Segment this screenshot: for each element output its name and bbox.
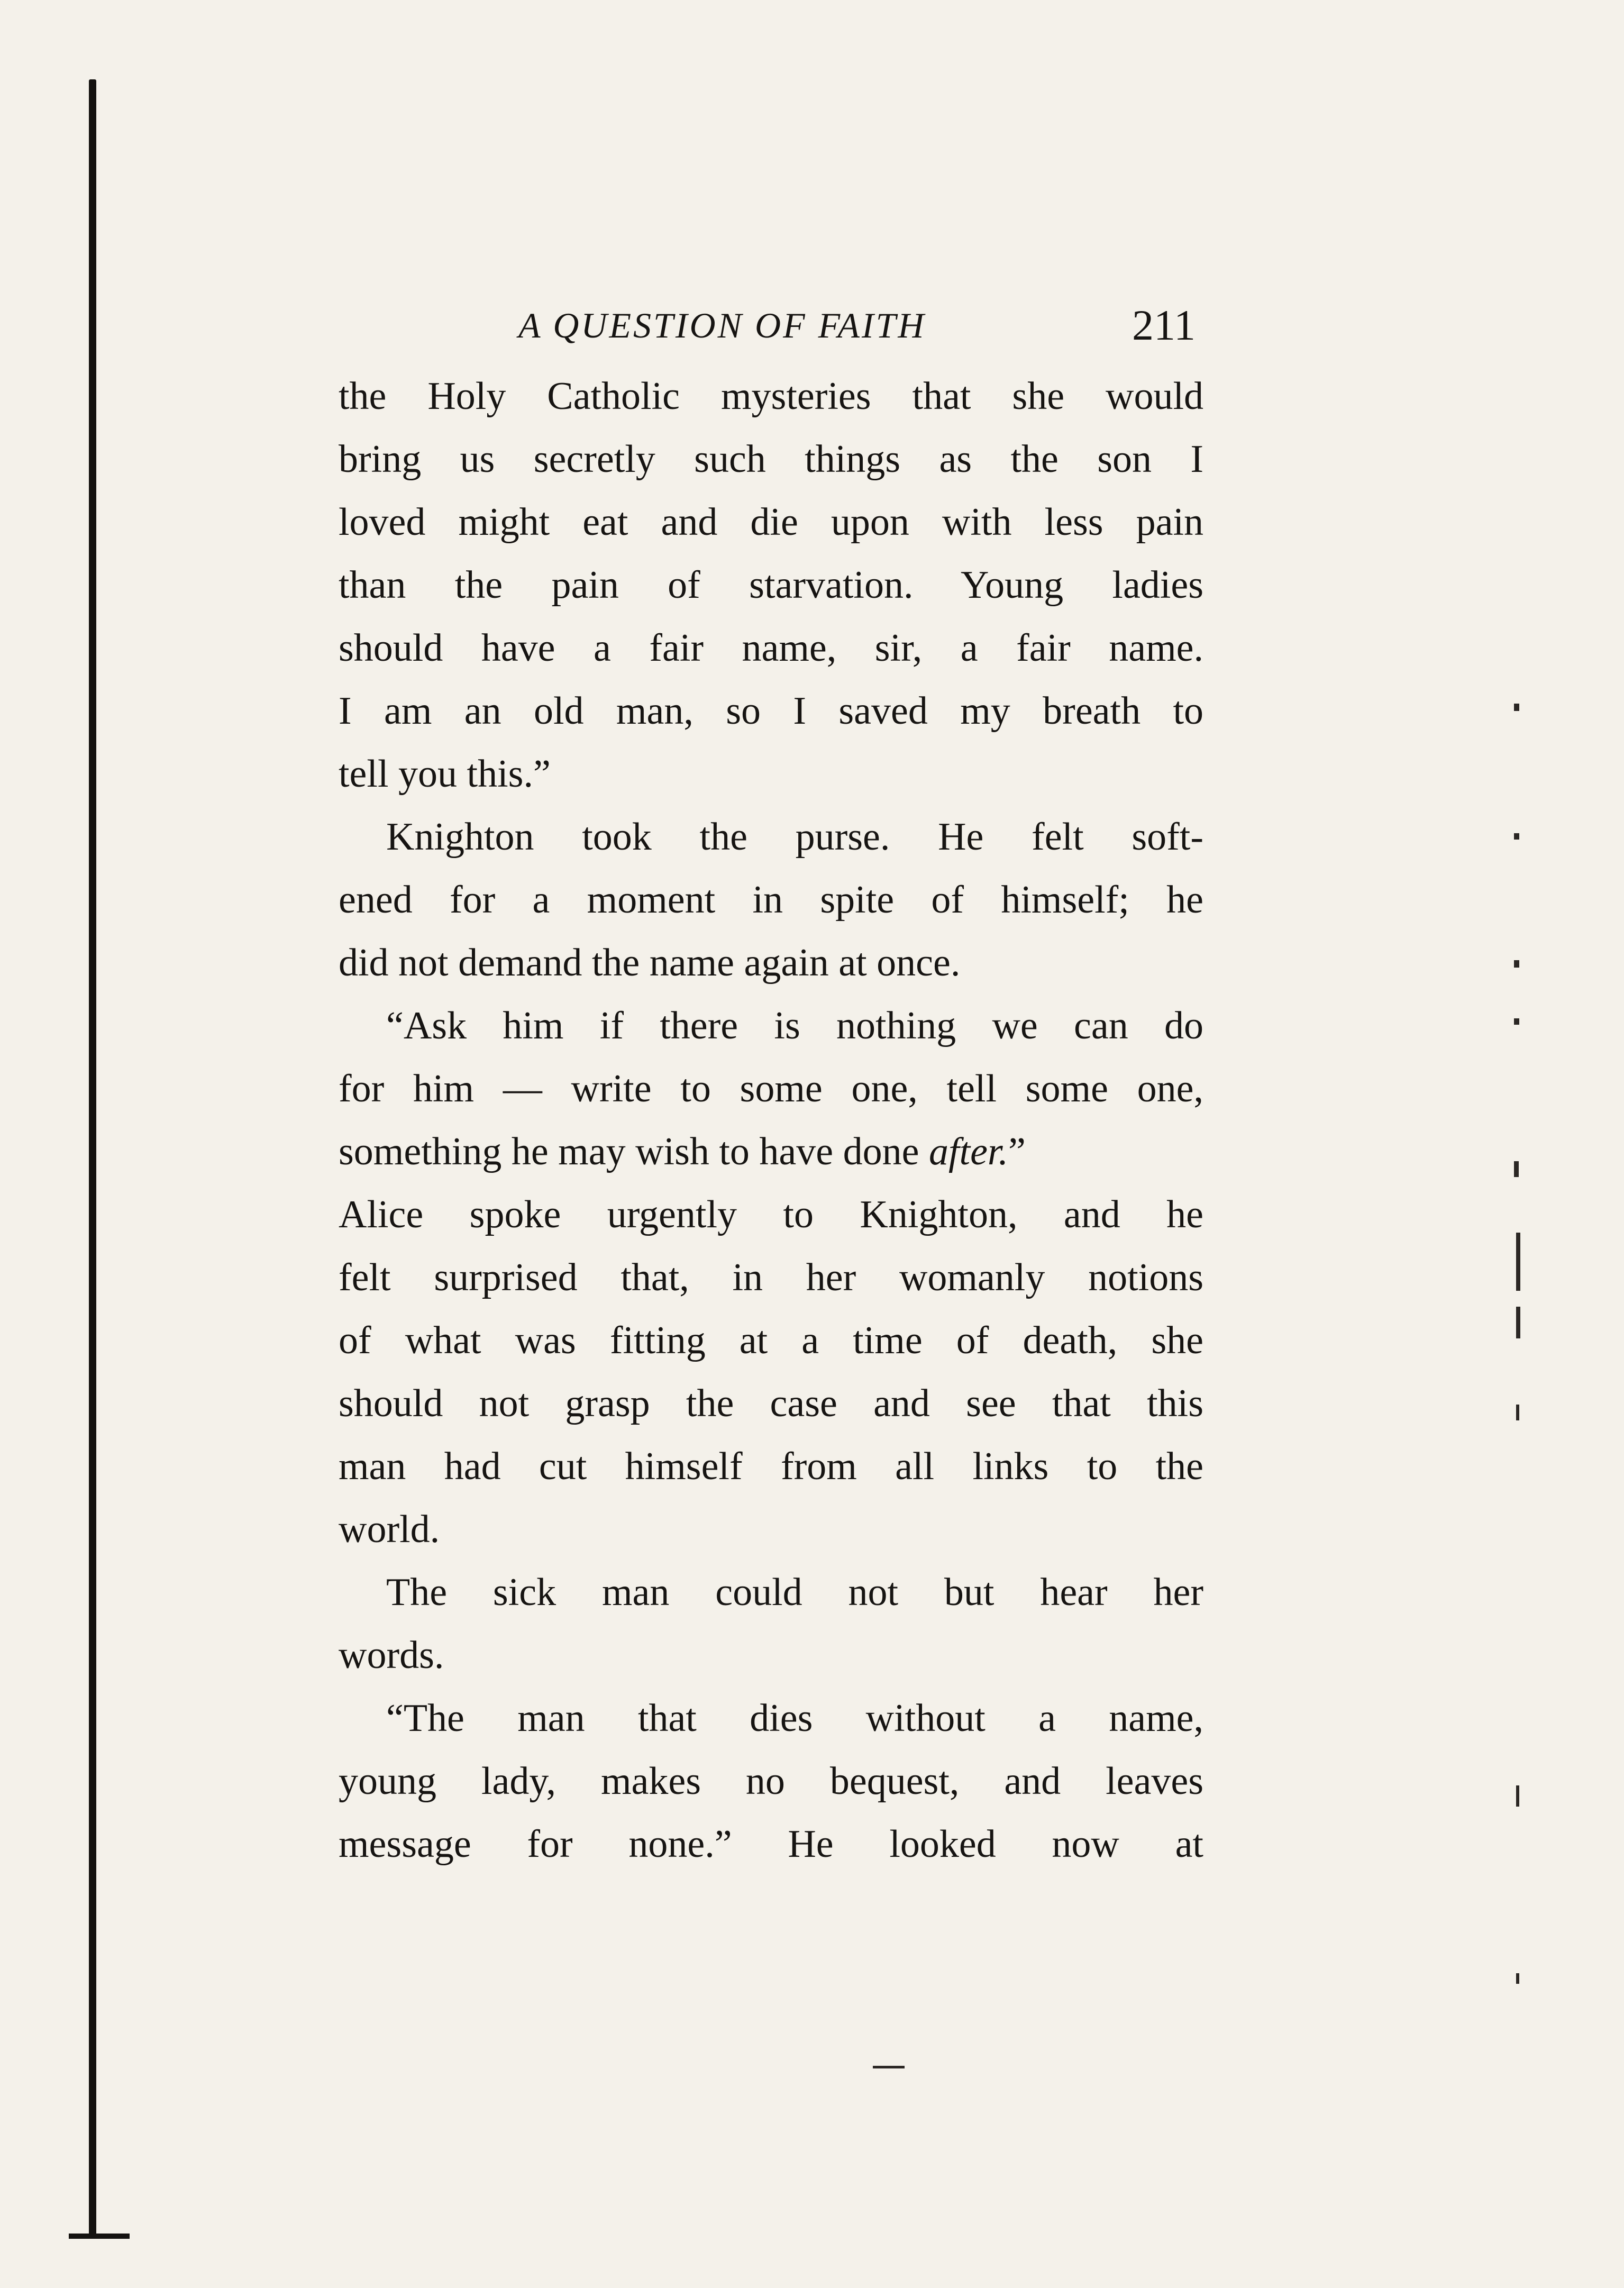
page-number: 211 [1132,301,1196,349]
text-line: Alice spoke urgently to Knighton, and he [339,1193,1203,1236]
scan-mark [1516,1973,1519,1984]
text-line: young lady, makes no bequest, and leaves [339,1760,1203,1803]
text-line: message for none.” He looked now at [339,1822,1203,1866]
scan-mark [1516,1785,1519,1807]
text-line: The sick man could not but hear her [386,1571,1203,1614]
text-line: should not grasp the case and see that this [339,1382,1203,1425]
text-line: I am an old man, so I saved my breath to [339,689,1203,733]
scan-mark [1514,833,1519,840]
scan-mark [1516,1233,1520,1291]
scan-mark [1514,1161,1519,1177]
text-line: words. [339,1634,444,1677]
text-line: than the pain of starvation. Young ladies [339,563,1203,607]
scan-mark [1514,704,1519,711]
page-header [339,296,1196,354]
text-line: man had cut himself from all links to the [339,1445,1203,1488]
scan-mark [1514,1018,1519,1025]
text-line: Knighton took the purse. He felt soft- [386,815,1203,859]
text-line: for him — write to some one, tell some one, [339,1067,1203,1110]
text-line: tell you this.” [339,752,551,796]
scan-mark [1516,1307,1520,1338]
binding-edge [89,79,96,2238]
binding-edge-base [69,2234,130,2239]
scan-mark [1516,1405,1519,1420]
text-line: bring us secretly such things as the son I [339,437,1203,481]
text-line: should have a fair name, sir, a fair name. [339,626,1203,670]
text-line: loved might eat and die upon with less pain [339,500,1203,544]
text-line: of what was fitting at a time of death, she [339,1319,1203,1362]
scan-mark [1514,960,1519,968]
text-line: felt surprised that, in her womanly notions [339,1256,1203,1299]
text-line: world. [339,1508,440,1551]
text-line [339,1120,1203,1183]
text-line: did not demand the name again at once. [339,941,961,985]
text-line: the Holy Catholic mysteries that she would [339,375,1203,418]
running-head: A QUESTION OF FAITH [518,305,926,345]
scan-mark [873,2066,905,2068]
italic-word: after. [928,1130,1009,1173]
text-line: ened for a moment in spite of himself; he [339,878,1203,922]
closing-quote: ” [1008,1130,1026,1173]
text-line: “Ask him if there is nothing we can do [386,1004,1203,1047]
body-text [339,365,1203,1876]
text-line: “The man that dies without a name, [386,1697,1203,1740]
text-segment: something he may wish to have done [339,1130,929,1173]
